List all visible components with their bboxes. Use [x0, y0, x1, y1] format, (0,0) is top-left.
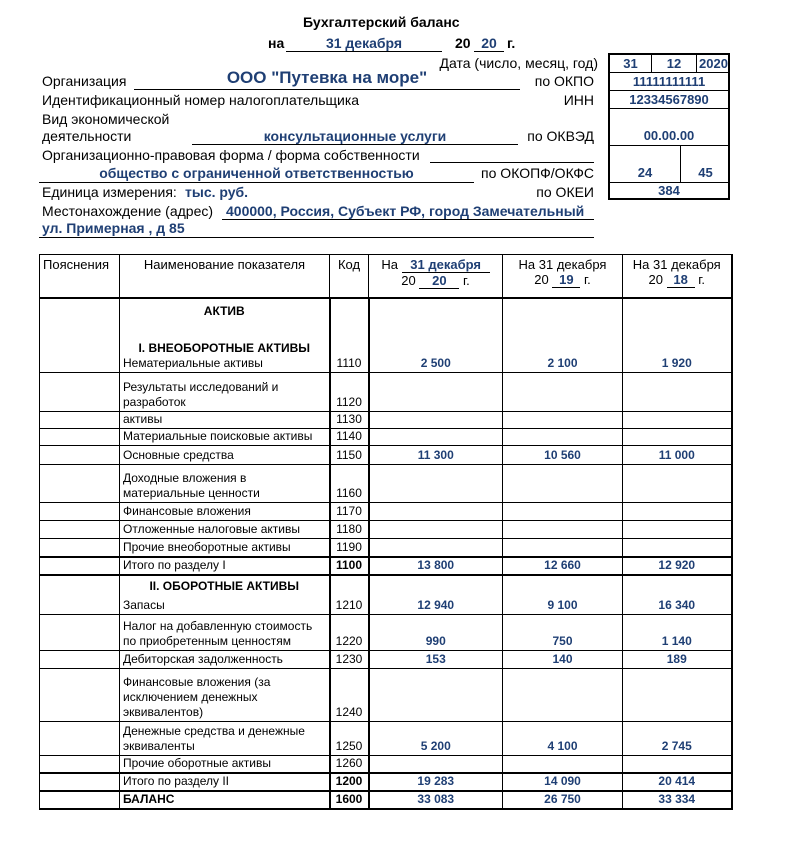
- header-col-2019: [503, 255, 623, 298]
- activity-underline: [192, 144, 518, 145]
- row-notes: [40, 773, 120, 791]
- row-code: 1110: [330, 298, 369, 373]
- row-code: 1120: [330, 373, 369, 412]
- table-row: [40, 503, 732, 521]
- header-2019-on: На 31 декабря: [518, 257, 607, 272]
- row-value-2020: [369, 465, 503, 503]
- activity-label-1: Вид экономической: [42, 111, 170, 127]
- row-value-2020: [369, 373, 503, 412]
- row-value-2018: 12 920: [623, 557, 732, 575]
- table-row-total: [40, 557, 732, 575]
- row-value-2018: [623, 756, 732, 774]
- row-value-2019: [503, 539, 623, 557]
- row-name: Налог на добавленную стоимость по приобретенным ценностям: [120, 615, 330, 651]
- table-row: [40, 756, 732, 774]
- code-month: 12: [652, 55, 697, 72]
- unit-value: тыс. руб.: [185, 184, 249, 200]
- row-code: 1190: [330, 539, 369, 557]
- row-name: Основные средства: [120, 446, 330, 465]
- row-name: Финансовые вложения (за исключением денежных эквивалентов): [120, 669, 330, 722]
- header-col-2020: [369, 255, 503, 298]
- table-row-total: [40, 773, 732, 791]
- row-notes: [40, 756, 120, 774]
- row-code: 1210: [330, 575, 369, 615]
- code-okopf-row: [610, 146, 728, 183]
- inn-full-label: Идентификационный номер налогоплательщика: [42, 92, 360, 108]
- row-code: 1100: [330, 557, 369, 575]
- row-value-2018: 16 340: [623, 575, 732, 615]
- row-code: 1240: [330, 669, 369, 722]
- row-value-2020: 2 500: [369, 298, 503, 373]
- code-okpo: 11111111111: [610, 73, 728, 91]
- table-row: [40, 521, 732, 539]
- table-row: [40, 615, 732, 651]
- row-notes: [40, 373, 120, 412]
- row-notes: [40, 465, 120, 503]
- code-okfs: 45: [698, 165, 713, 180]
- row-value-2020: [369, 669, 503, 722]
- date-underline: [286, 51, 442, 52]
- row-value-2019: 2 100: [503, 298, 623, 373]
- row-notes: [40, 615, 120, 651]
- row-name: Доходные вложения в материальные ценности: [120, 465, 330, 503]
- row-value-2019: 4 100: [503, 722, 623, 756]
- row-notes: [40, 557, 120, 575]
- row-name: Итого по разделу II: [120, 773, 330, 791]
- row-value-2019: [503, 521, 623, 539]
- row-code: 1160: [330, 465, 369, 503]
- header-2018-on: На 31 декабря: [632, 257, 721, 272]
- header-2020-year: 20: [419, 273, 459, 289]
- row-value-2020: [369, 429, 503, 446]
- unit-label: Единица измерения:: [42, 184, 177, 200]
- legal-form-underline-1: [430, 162, 594, 163]
- code-okopf-cell: [610, 146, 681, 182]
- row-name-text: Нематериальные активы: [123, 356, 263, 370]
- row-value-2018: [623, 539, 732, 557]
- codes-date-row: [610, 55, 728, 73]
- row-notes: [40, 539, 120, 557]
- row-code: 1170: [330, 503, 369, 521]
- row-name: Дебиторская задолженность: [120, 651, 330, 669]
- row-code: 1200: [330, 773, 369, 791]
- row-notes: [40, 575, 120, 615]
- row-value-2020: 33 083: [369, 791, 503, 809]
- table-row: [40, 373, 732, 412]
- address-line-1: 400000, Россия, Субъект РФ, город Замечательный: [226, 203, 585, 219]
- row-value-2019: [503, 373, 623, 412]
- row-notes: [40, 446, 120, 465]
- address-underline-2: [39, 237, 594, 238]
- year-prefix: 20: [455, 35, 471, 51]
- table-row: [40, 539, 732, 557]
- year-underline: [474, 51, 504, 52]
- row-value-2020: 13 800: [369, 557, 503, 575]
- row-code: 1150: [330, 446, 369, 465]
- row-name: БАЛАНС: [120, 791, 330, 809]
- row-value-2018: 189: [623, 651, 732, 669]
- okved-label: по ОКВЭД: [527, 128, 594, 144]
- row-code: 1260: [330, 756, 369, 774]
- header-code: Код: [330, 255, 369, 298]
- code-okfs-cell: [681, 146, 730, 182]
- aktiv-heading: АКТИВ: [203, 304, 245, 318]
- row-value-2018: 20 414: [623, 773, 732, 791]
- row-value-2020: [369, 539, 503, 557]
- code-day: 31: [610, 55, 652, 72]
- header-2018-prefix: 20: [648, 272, 663, 287]
- row-name: Прочие оборотные активы: [120, 756, 330, 774]
- table-row: [40, 298, 732, 373]
- codes-box: [608, 53, 730, 200]
- row-value-2019: 140: [503, 651, 623, 669]
- row-name: Итого по разделу I: [120, 557, 330, 575]
- table-header-row: [40, 255, 732, 298]
- row-notes: [40, 429, 120, 446]
- row-value-2019: [503, 756, 623, 774]
- row-notes: [40, 412, 120, 429]
- report-year: 20: [481, 35, 497, 51]
- code-okved-row: [610, 109, 728, 146]
- row-name: [120, 298, 330, 373]
- row-name: Прочие внеоборотные активы: [120, 539, 330, 557]
- row-value-2019: 12 660: [503, 557, 623, 575]
- row-value-2020: [369, 412, 503, 429]
- row-value-2018: [623, 669, 732, 722]
- row-value-2018: 1 920: [623, 298, 732, 373]
- row-value-2019: 10 560: [503, 446, 623, 465]
- header-2020-suffix: г.: [462, 273, 470, 288]
- row-name: [120, 575, 330, 615]
- row-notes: [40, 298, 120, 373]
- inn-label: ИНН: [563, 92, 594, 108]
- row-notes: [40, 503, 120, 521]
- document-title: Бухгалтерский баланс: [303, 14, 460, 30]
- table-row: [40, 575, 732, 615]
- row-code: 1600: [330, 791, 369, 809]
- header-name: [120, 255, 330, 298]
- code-inn: 12334567890: [610, 91, 728, 109]
- okei-label: по ОКЕИ: [536, 184, 594, 200]
- address-line-2: ул. Примерная , д 85: [42, 220, 185, 236]
- table-row: [40, 669, 732, 722]
- row-value-2020: [369, 503, 503, 521]
- row-value-2019: [503, 412, 623, 429]
- row-code: 1130: [330, 412, 369, 429]
- row-value-2019: 750: [503, 615, 623, 651]
- activity-value: консультационные услуги: [263, 128, 447, 144]
- header-2018-suffix: г.: [698, 272, 705, 287]
- section-1-heading: I. ВНЕОБОРОТНЫЕ АКТИВЫ: [138, 341, 311, 355]
- row-value-2018: 2 745: [623, 722, 732, 756]
- row-value-2018: 33 334: [623, 791, 732, 809]
- row-name: активы: [120, 412, 330, 429]
- row-name: Денежные средства и денежные эквиваленты: [120, 722, 330, 756]
- row-code: 1250: [330, 722, 369, 756]
- section-2-heading: II. ОБОРОТНЫЕ АКТИВЫ: [149, 579, 300, 593]
- row-name: Отложенные налоговые активы: [120, 521, 330, 539]
- address-underline-1: [222, 219, 594, 220]
- legal-form-value: общество с ограниченной ответственностью: [99, 165, 414, 181]
- table-row: [40, 412, 732, 429]
- year-suffix: г.: [507, 35, 516, 51]
- row-value-2018: [623, 373, 732, 412]
- row-value-2020: 5 200: [369, 722, 503, 756]
- header-2019-year: 19: [552, 272, 580, 288]
- row-value-2019: 26 750: [503, 791, 623, 809]
- row-value-2018: [623, 503, 732, 521]
- row-value-2019: 9 100: [503, 575, 623, 615]
- row-name: Материальные поисковые активы: [120, 429, 330, 446]
- legal-form-underline-2: [39, 182, 474, 183]
- row-notes: [40, 669, 120, 722]
- table-row: [40, 651, 732, 669]
- row-name-text: Запасы: [123, 598, 165, 612]
- report-date: 31 декабря: [325, 35, 403, 51]
- code-okei: 384: [658, 183, 680, 198]
- row-value-2018: [623, 429, 732, 446]
- row-code: 1220: [330, 615, 369, 651]
- okopf-label: по ОКОПФ/ОКФС: [481, 165, 594, 181]
- row-value-2020: [369, 521, 503, 539]
- row-name: Результаты исследований и разработок: [120, 373, 330, 412]
- header-2018-year: 18: [667, 272, 695, 288]
- row-value-2018: 11 000: [623, 446, 732, 465]
- row-value-2018: 1 140: [623, 615, 732, 651]
- address-label: Местонахождение (адрес): [42, 203, 214, 219]
- table-row-balance: [40, 791, 732, 809]
- on-label: на: [268, 35, 285, 51]
- organization-name: ООО "Путевка на море": [226, 68, 428, 87]
- activity-label-2: деятельности: [42, 128, 132, 144]
- header-2020-prefix: 20: [401, 273, 416, 288]
- row-name: Финансовые вложения: [120, 503, 330, 521]
- row-code: 1140: [330, 429, 369, 446]
- date-label: Дата (число, месяц, год): [439, 55, 598, 71]
- row-value-2018: [623, 521, 732, 539]
- table-row: [40, 722, 732, 756]
- row-value-2018: [623, 412, 732, 429]
- table-row: [40, 446, 732, 465]
- row-code: 1180: [330, 521, 369, 539]
- row-code: 1230: [330, 651, 369, 669]
- row-value-2020: [369, 756, 503, 774]
- row-value-2019: [503, 465, 623, 503]
- organization-underline: [134, 89, 520, 90]
- row-value-2020: 153: [369, 651, 503, 669]
- row-value-2020: 12 940: [369, 575, 503, 615]
- header-2019-prefix: 20: [534, 272, 549, 287]
- header-2020-date: 31 декабря: [402, 257, 490, 273]
- row-value-2019: [503, 429, 623, 446]
- row-value-2019: [503, 669, 623, 722]
- organization-label: Организация: [42, 73, 127, 89]
- code-okopf: 24: [637, 165, 653, 180]
- row-value-2020: 990: [369, 615, 503, 651]
- table-row: [40, 429, 732, 446]
- row-value-2020: 11 300: [369, 446, 503, 465]
- row-value-2019: [503, 503, 623, 521]
- header-notes: Пояснения: [40, 255, 120, 298]
- row-value-2020: 19 283: [369, 773, 503, 791]
- row-notes: [40, 521, 120, 539]
- row-value-2018: [623, 465, 732, 503]
- code-okved: 00.00.00: [643, 128, 695, 143]
- row-notes: [40, 722, 120, 756]
- table-row: [40, 465, 732, 503]
- header-2019-suffix: г.: [583, 272, 591, 287]
- header-2020-on: На: [381, 257, 398, 272]
- legal-form-label: Организационно-правовая форма / форма собственности: [42, 147, 420, 163]
- code-year: 2020: [699, 56, 728, 71]
- row-notes: [40, 791, 120, 809]
- balance-table: [39, 254, 733, 810]
- row-notes: [40, 651, 120, 669]
- okpo-label: по ОКПО: [534, 73, 594, 89]
- header-name-text: Наименование показателя: [143, 257, 306, 272]
- header-col-2018: [623, 255, 732, 298]
- row-value-2019: 14 090: [503, 773, 623, 791]
